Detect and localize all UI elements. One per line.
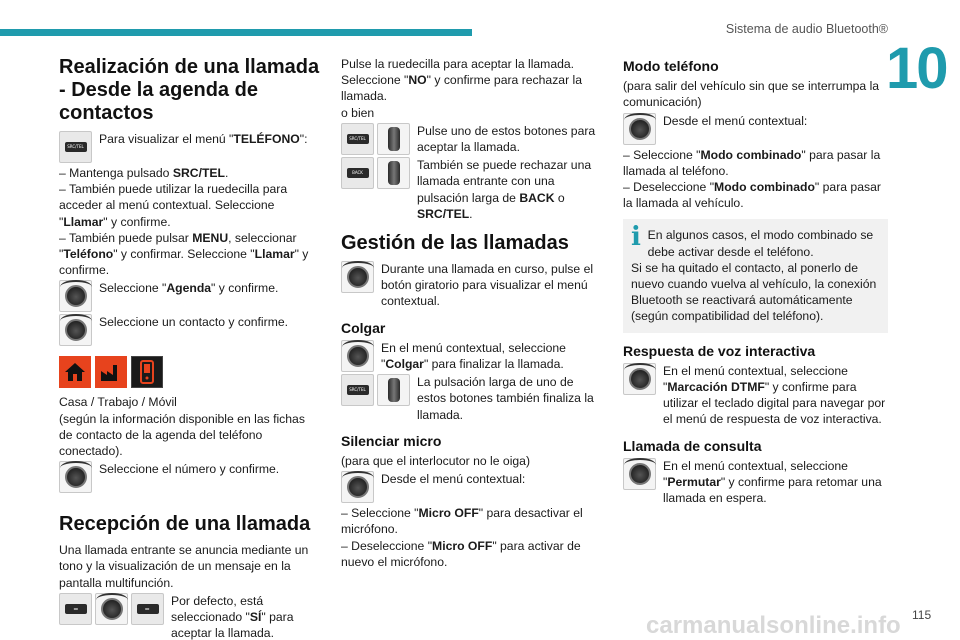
- or-text: o bien: [341, 105, 375, 120]
- contact-type-icons: [59, 356, 321, 388]
- heading-mute: Silenciar micro: [341, 432, 442, 449]
- rotary-knob-icon: [623, 113, 656, 145]
- step-select-agenda: Seleccione "Agenda" y confirme.: [59, 280, 321, 312]
- heading-ivr: Respuesta de voz interactiva: [623, 342, 816, 359]
- header-accent-bar: [0, 29, 472, 36]
- incoming-call-text: Una llamada entrante se anuncia mediante un tono y la visualización de un mensaje en la pantalla multifunción.: [59, 543, 309, 590]
- section-title: Sistema de audio Bluetooth®: [725, 22, 888, 36]
- step-select-contact: Seleccione un contacto y confirme.: [59, 314, 321, 346]
- next-track-button-icon: ▸▸: [131, 593, 164, 625]
- contact-types-note: (según la información disponible en las fichas de contacto de la agenda del teléfono conectado).: [59, 411, 305, 459]
- rotary-knob-icon: [59, 461, 92, 493]
- heading-hang-up: Colgar: [341, 319, 386, 336]
- rotary-knob-icon: [341, 471, 374, 503]
- mute-note: (para que el interlocutor no le oiga): [341, 454, 531, 469]
- step-select-number: Seleccione el número y confirme.: [59, 461, 321, 493]
- src-tel-button-icon: SRC/TEL: [341, 123, 374, 155]
- instruction-menu: – También puede pulsar MENU, seleccionar "Teléfono" y confirmar. Seleccione "Llamar" y confirme.: [59, 230, 309, 278]
- info-icon: i: [631, 222, 641, 253]
- heading-manage-calls: Gestión de las llamadas: [341, 232, 569, 255]
- step-default-yes: ◂◂ ▸▸ Por defecto, está seleccionado "SÍ" para aceptar la llamada.: [59, 593, 321, 640]
- page-number: 115: [912, 608, 932, 622]
- home-icon: [59, 356, 91, 388]
- step-mute-menu: Desde el menú contextual:: [341, 471, 603, 503]
- step-consult: En el menú contextual, seleccione "Permutar" y confirme para retomar una llamada en espera.: [623, 458, 888, 507]
- heading-phone-mode: Modo teléfono: [623, 58, 719, 74]
- step-reject: BACK También se puede rechazar una llamada entrante con una pulsación larga de BACK o SRC/TEL.: [341, 157, 603, 222]
- step-menu-telefono: SRC/TEL Para visualizar el menú "TELÉFONO":: [59, 131, 321, 163]
- step-mode-menu: Desde el menú contextual:: [623, 113, 888, 145]
- rotary-knob-icon: [59, 314, 92, 346]
- factory-icon: [95, 356, 127, 388]
- rotary-knob-icon: [341, 261, 374, 293]
- column-3: [623, 56, 888, 508]
- mobile-phone-icon: [131, 356, 163, 388]
- step-hang-up: En el menú contextual, seleccione "Colgar" para finalizar la llamada.: [341, 340, 603, 372]
- mode-select: – Seleccione "Modo combinado" para pasar la llamada al teléfono.: [623, 147, 881, 178]
- step-press-buttons: SRC/TEL Pulse uno de estos botones para aceptar la llamada.: [341, 123, 603, 155]
- rotary-knob-icon: [59, 280, 92, 312]
- side-knob-icon: [377, 374, 410, 406]
- rotary-knob-icon: [341, 340, 374, 372]
- src-tel-button-icon: SRC/TEL: [341, 374, 374, 406]
- back-button-icon: BACK: [341, 157, 374, 189]
- info-box: i En algunos casos, el modo combinado se debe activar desde el teléfono. Si se ha quitado el contacto, al ponerlo de nuevo cuando vuelva al vehículo, la conexión Bluetooth se reactivará automáticamente (según compatibilidad del teléfono).: [623, 219, 888, 332]
- rotary-knob-icon: [623, 458, 656, 490]
- side-knob-icon: [377, 157, 410, 189]
- phone-mode-note: (para salir del vehículo sin que se interrumpa la comunicación): [623, 79, 880, 110]
- step-ivr: En el menú contextual, seleccione "Marcación DTMF" y confirme para utilizar el teclado digital para navegar por el menú de respuesta de voz interactiva.: [623, 363, 888, 428]
- instruction-wheel: – También puede utilizar la ruedecilla para acceder al menú contextual. Seleccione "Llamar" y confirme.: [59, 182, 288, 229]
- instruction-hold: – Mantenga pulsado SRC/TEL.: [59, 166, 229, 180]
- contact-types-label: Casa / Trabajo / Móvil: [59, 395, 177, 410]
- accept-call-text: Pulse la ruedecilla para aceptar la llamada. Seleccione "NO" y confirme para rechazar la llamada.: [341, 57, 583, 104]
- heading-consult-call: Llamada de consulta: [623, 437, 762, 454]
- step-hang-long: SRC/TEL La pulsación larga de uno de estos botones también finaliza la llamada.: [341, 374, 603, 423]
- mute-off: – Seleccione "Micro OFF" para desactivar el micrófono.: [341, 506, 583, 537]
- src-tel-button-icon: SRC/TEL: [59, 131, 92, 163]
- column-1: [59, 56, 321, 640]
- side-knob-icon: [377, 123, 410, 155]
- mute-on: – Deseleccione "Micro OFF" para activar de nuevo el micrófono.: [341, 538, 581, 569]
- watermark: carmanualsonline.info: [646, 612, 901, 639]
- rotary-knob-icon: [623, 363, 656, 395]
- heading-call-from-contacts: Realización de una llamada - Desde la agenda de contactos: [59, 56, 320, 124]
- prev-track-button-icon: ◂◂: [59, 593, 92, 625]
- chapter-number: 10: [886, 36, 947, 101]
- column-2: [341, 56, 603, 570]
- heading-receive-call: Recepción de una llamada: [59, 513, 311, 536]
- step-manage: Durante una llamada en curso, pulse el botón giratorio para visualizar el menú contextual.: [341, 261, 603, 310]
- mode-deselect: – Deseleccione "Modo combinado" para pasar la llamada al vehículo.: [623, 180, 881, 211]
- rotary-knob-icon: [95, 593, 128, 625]
